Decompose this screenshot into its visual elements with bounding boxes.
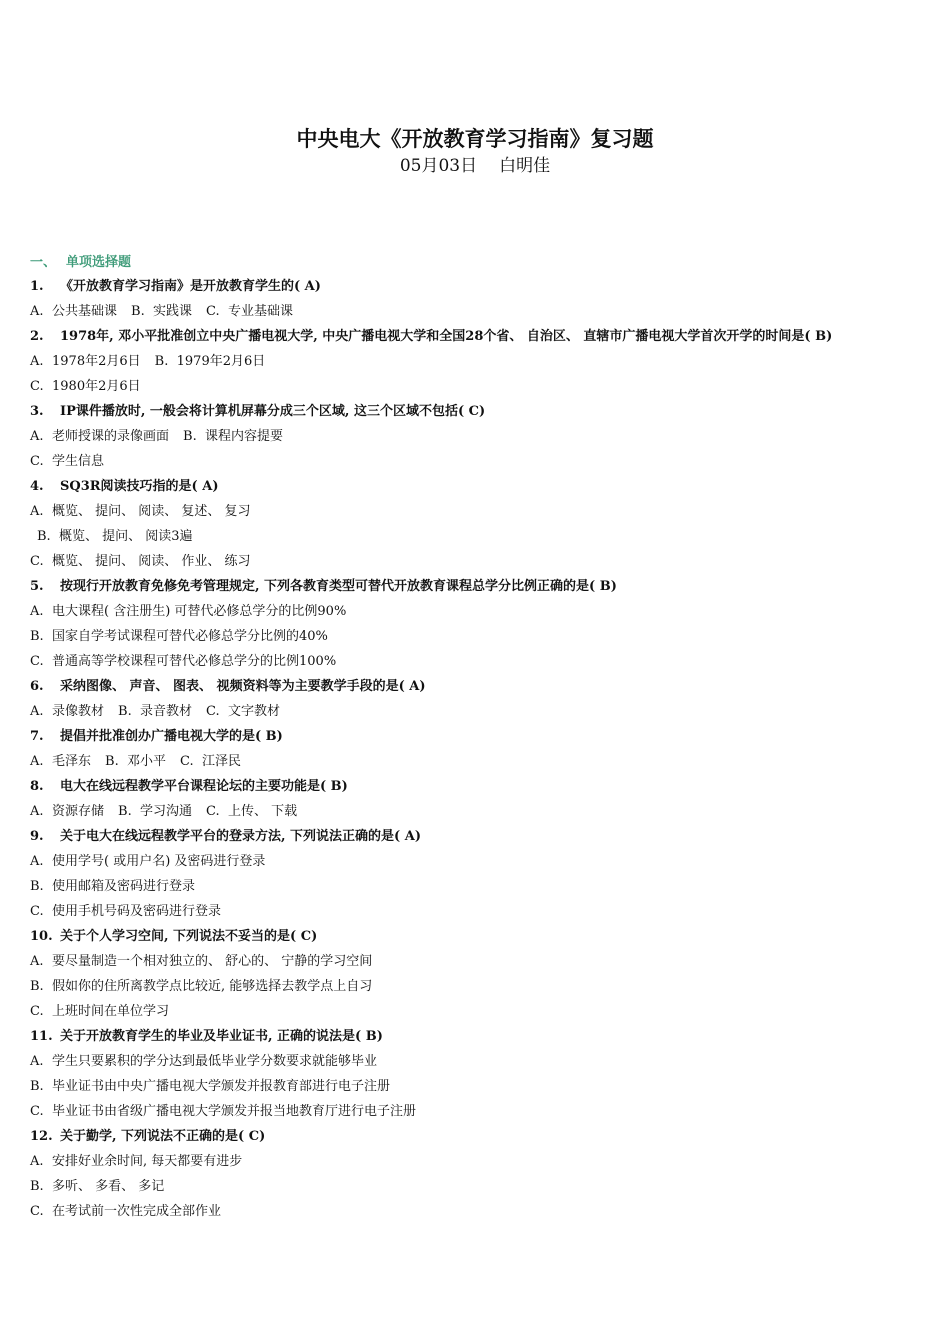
question-text: 《开放教育学习指南》是开放教育学生的( A) bbox=[60, 279, 321, 294]
date: 05月03日 bbox=[399, 156, 478, 176]
option-text: 1979年2月6日 bbox=[176, 354, 266, 369]
option bbox=[105, 754, 166, 769]
option-letter: B. bbox=[131, 304, 145, 319]
option-text: 概览、 提问、 阅读、 复述、 复习 bbox=[52, 504, 251, 519]
option-line bbox=[30, 1049, 935, 1074]
option-line bbox=[30, 699, 935, 724]
option bbox=[30, 354, 141, 369]
option-line bbox=[30, 374, 935, 399]
option-text: 使用邮箱及密码进行登录 bbox=[52, 879, 196, 894]
question-number: 5. bbox=[30, 579, 44, 594]
question bbox=[30, 674, 935, 699]
option bbox=[155, 354, 266, 369]
option-line bbox=[30, 874, 935, 899]
option-text: 概览、 提问、 阅读3遍 bbox=[59, 529, 193, 544]
question-number: 11. bbox=[30, 1029, 53, 1044]
option bbox=[30, 1179, 164, 1194]
option-letter: C. bbox=[206, 804, 220, 819]
option-text: 课程内容提要 bbox=[205, 429, 284, 444]
option-line bbox=[30, 999, 935, 1024]
option-line bbox=[30, 649, 935, 674]
option-letter: A. bbox=[30, 704, 44, 719]
option bbox=[30, 804, 104, 819]
option-text: 邓小平 bbox=[127, 754, 167, 769]
option bbox=[30, 454, 104, 469]
subtitle bbox=[0, 151, 950, 176]
question-number: 4. bbox=[30, 479, 44, 494]
option bbox=[30, 1079, 390, 1094]
option-text: 普通高等学校课程可替代必修总学分的比例100% bbox=[52, 654, 337, 669]
option-text: 文字教材 bbox=[228, 704, 281, 719]
option bbox=[30, 654, 336, 669]
option-letter: C. bbox=[30, 1104, 44, 1119]
option bbox=[30, 879, 195, 894]
option bbox=[37, 529, 193, 544]
option-letter: B. bbox=[118, 804, 132, 819]
author: 白明佳 bbox=[499, 156, 551, 176]
option bbox=[30, 1204, 221, 1219]
option bbox=[30, 1004, 169, 1019]
option-text: 安排好业余时间, 每天都要有进步 bbox=[52, 1154, 243, 1169]
option-letter: A. bbox=[30, 854, 44, 869]
option-text: 电大课程( 含注册生) 可替代必修总学分的比例90% bbox=[52, 604, 347, 619]
question-text: 采纳图像、 声音、 图表、 视频资料等为主要教学手段的是( A) bbox=[60, 679, 426, 694]
option-text: 公共基础课 bbox=[52, 304, 118, 319]
option bbox=[30, 979, 372, 994]
question bbox=[30, 1124, 935, 1149]
option-text: 专业基础课 bbox=[228, 304, 294, 319]
question-number: 3. bbox=[30, 404, 44, 419]
option-letter: A. bbox=[30, 504, 44, 519]
question-text: 关于电大在线远程教学平台的登录方法, 下列说法正确的是( A) bbox=[60, 829, 421, 844]
option-text: 概览、 提问、 阅读、 作业、 练习 bbox=[52, 554, 251, 569]
option-letter: C. bbox=[30, 454, 44, 469]
option-letter: C. bbox=[30, 554, 44, 569]
option bbox=[30, 1104, 416, 1119]
option-letter: C. bbox=[30, 1004, 44, 1019]
question-text: 按现行开放教育免修免考管理规定, 下列各教育类型可替代开放教育课程总学分比例正确的是( B) bbox=[60, 579, 617, 594]
question bbox=[30, 824, 935, 849]
option-line bbox=[30, 1174, 935, 1199]
option-text: 使用手机号码及密码进行登录 bbox=[52, 904, 222, 919]
option-line bbox=[30, 749, 935, 774]
option bbox=[118, 804, 192, 819]
question bbox=[30, 724, 935, 749]
option bbox=[30, 304, 117, 319]
option-letter: C. bbox=[206, 304, 220, 319]
question-list bbox=[30, 274, 935, 1224]
option-line bbox=[30, 949, 935, 974]
option-line bbox=[30, 499, 935, 524]
option-line bbox=[30, 1149, 935, 1174]
question bbox=[30, 274, 935, 299]
option-line bbox=[30, 849, 935, 874]
option bbox=[118, 704, 192, 719]
option-letter: B. bbox=[30, 629, 44, 644]
question bbox=[30, 474, 935, 499]
option-letter: B. bbox=[118, 704, 132, 719]
option bbox=[206, 304, 293, 319]
option-text: 学生信息 bbox=[52, 454, 105, 469]
question-number: 10. bbox=[30, 929, 53, 944]
option bbox=[30, 504, 251, 519]
option-letter: A. bbox=[30, 304, 44, 319]
option bbox=[30, 904, 221, 919]
option-line bbox=[30, 899, 935, 924]
question bbox=[30, 324, 935, 349]
option-letter: B. bbox=[30, 979, 44, 994]
option-line bbox=[30, 349, 935, 374]
option bbox=[183, 429, 283, 444]
question bbox=[30, 1024, 935, 1049]
option-line bbox=[30, 624, 935, 649]
option-line bbox=[30, 1074, 935, 1099]
option-text: 在考试前一次性完成全部作业 bbox=[52, 1204, 222, 1219]
option bbox=[131, 304, 192, 319]
option-letter: B. bbox=[154, 354, 169, 369]
question-number: 7. bbox=[30, 729, 44, 744]
option-text: 国家自学考试课程可替代必修总学分比例的40% bbox=[52, 629, 328, 644]
option-text: 资源存储 bbox=[52, 804, 105, 819]
option bbox=[30, 554, 251, 569]
question bbox=[30, 399, 935, 424]
question-text: 关于个人学习空间, 下列说法不妥当的是( C) bbox=[60, 929, 318, 944]
option-text: 江泽民 bbox=[202, 754, 242, 769]
option-text: 1980年2月6日 bbox=[52, 379, 141, 394]
option bbox=[180, 754, 241, 769]
option-letter: A. bbox=[30, 1154, 44, 1169]
option-text: 毛泽东 bbox=[52, 754, 92, 769]
option-letter: A. bbox=[30, 1054, 44, 1069]
option bbox=[30, 754, 91, 769]
option-text: 多听、 多看、 多记 bbox=[52, 1179, 165, 1194]
option-text: 学生只要累积的学分达到最低毕业学分数要求就能够毕业 bbox=[52, 1054, 378, 1069]
option-line bbox=[30, 299, 935, 324]
question-number: 1. bbox=[30, 279, 44, 294]
option-letter: C. bbox=[206, 704, 220, 719]
option-line bbox=[30, 424, 935, 449]
question-number: 2. bbox=[30, 329, 44, 344]
option-letter: A. bbox=[30, 954, 44, 969]
question-text: SQ3R阅读技巧指的是( A) bbox=[60, 479, 219, 494]
option-letter: A. bbox=[30, 804, 44, 819]
option-letter: C. bbox=[30, 379, 44, 394]
option-letter: C. bbox=[30, 654, 44, 669]
section-heading bbox=[30, 251, 131, 270]
option-line bbox=[30, 549, 935, 574]
option-text: 要尽量制造一个相对独立的、 舒心的、 宁静的学习空间 bbox=[52, 954, 373, 969]
option bbox=[206, 704, 280, 719]
option-line bbox=[30, 449, 935, 474]
option bbox=[206, 804, 297, 819]
question-text: 电大在线远程教学平台课程论坛的主要功能是( B) bbox=[60, 779, 348, 794]
option bbox=[30, 379, 141, 394]
question-text: 关于开放教育学生的毕业及毕业证书, 正确的说法是( B) bbox=[60, 1029, 383, 1044]
option bbox=[30, 1054, 377, 1069]
option-line bbox=[30, 599, 935, 624]
question-text: IP课件播放时, 一般会将计算机屏幕分成三个区域, 这三个区域不包括( C) bbox=[60, 404, 486, 419]
section-label: 单项选择题 bbox=[66, 255, 132, 270]
option bbox=[30, 954, 372, 969]
option-text: 录像教材 bbox=[52, 704, 105, 719]
option-letter: A. bbox=[30, 754, 44, 769]
option-text: 录音教材 bbox=[140, 704, 193, 719]
question-number: 9. bbox=[30, 829, 44, 844]
option-letter: B. bbox=[30, 1179, 44, 1194]
question-number: 8. bbox=[30, 779, 44, 794]
option-letter: C. bbox=[30, 1204, 44, 1219]
option-letter: C. bbox=[180, 754, 194, 769]
question bbox=[30, 924, 935, 949]
option-line bbox=[30, 524, 935, 549]
option-text: 上班时间在单位学习 bbox=[52, 1004, 170, 1019]
option-line bbox=[30, 799, 935, 824]
option-letter: B. bbox=[105, 754, 119, 769]
question-text: 1978年, 邓小平批准创立中央广播电视大学, 中央广播电视大学和全国28个省、 自治区、 直辖市广播电视大学首次开学的时间是( B) bbox=[60, 329, 833, 344]
option-letter: A. bbox=[30, 429, 44, 444]
option-text: 1978年2月6日 bbox=[52, 354, 141, 369]
question-text: 关于勤学, 下列说法不正确的是( C) bbox=[60, 1129, 266, 1144]
option bbox=[30, 854, 265, 869]
option-text: 毕业证书由省级广播电视大学颁发并报当地教育厅进行电子注册 bbox=[52, 1104, 417, 1119]
question-text: 提倡并批准创办广播电视大学的是( B) bbox=[60, 729, 283, 744]
option-letter: C. bbox=[30, 904, 44, 919]
question-number: 6. bbox=[30, 679, 44, 694]
option-text: 上传、 下载 bbox=[228, 804, 298, 819]
option-line bbox=[30, 1099, 935, 1124]
page-title: 中央电大《开放教育学习指南》复习题 bbox=[296, 126, 654, 151]
option-text: 实践课 bbox=[153, 304, 193, 319]
option bbox=[30, 429, 169, 444]
option-text: 学习沟通 bbox=[140, 804, 193, 819]
question-number: 12. bbox=[30, 1129, 53, 1144]
option-line bbox=[30, 1199, 935, 1224]
option-line bbox=[30, 974, 935, 999]
option-text: 毕业证书由中央广播电视大学颁发并报教育部进行电子注册 bbox=[52, 1079, 391, 1094]
option-letter: B. bbox=[183, 429, 197, 444]
option-letter: A. bbox=[30, 604, 44, 619]
option bbox=[30, 704, 104, 719]
option bbox=[30, 604, 346, 619]
option bbox=[30, 629, 328, 644]
option-letter: B. bbox=[30, 1079, 44, 1094]
option-text: 老师授课的录像画面 bbox=[52, 429, 170, 444]
option bbox=[30, 1154, 242, 1169]
question bbox=[30, 574, 935, 599]
option-letter: B. bbox=[30, 879, 44, 894]
section-number: 一、 bbox=[30, 255, 57, 270]
question bbox=[30, 774, 935, 799]
option-letter: B. bbox=[37, 529, 51, 544]
option-text: 使用学号( 或用户名) 及密码进行登录 bbox=[52, 854, 266, 869]
option-letter: A. bbox=[30, 354, 44, 369]
option-text: 假如你的住所离教学点比较近, 能够选择去教学点上自习 bbox=[52, 979, 373, 994]
